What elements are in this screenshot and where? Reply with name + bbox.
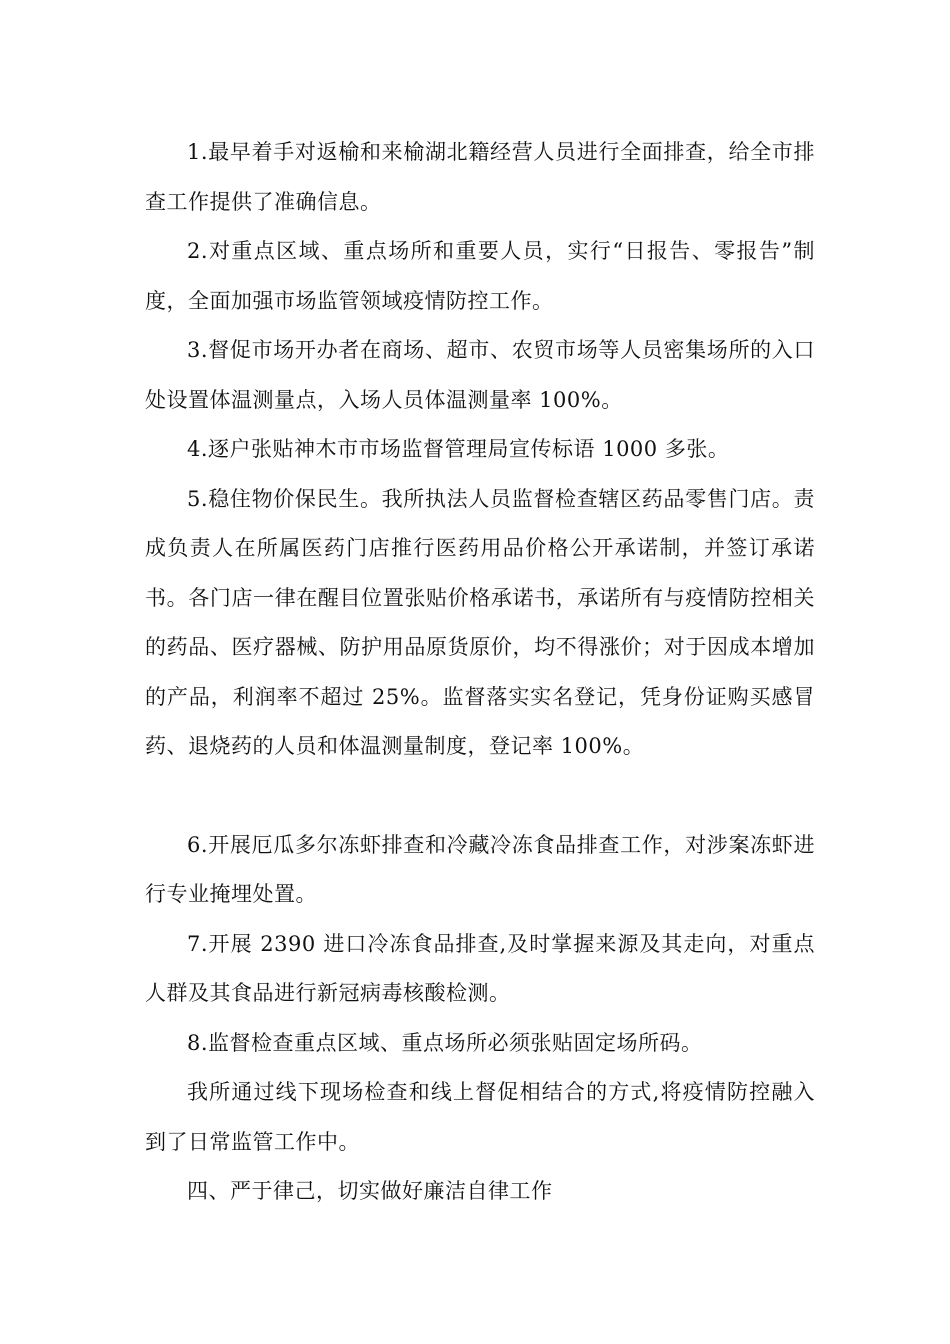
paragraph-summary: 我所通过线下现场检查和线上督促相结合的方式,将疫情防控融入到了日常监管工作中。 — [145, 1080, 815, 1154]
paragraph-item-5: 5.稳住物价保民生。我所执法人员监督检查辖区药品零售门店。责成负责人在所属医药门店推行医药用品价格公开承诺制，并签订承诺书。各门店一律在醒目位置张贴价格承诺书，承诺所有与疫情防控相关的药品、医疗器械、防护用品原货原价，均不得涨价；对于因成本增加的产品，利润率不超过 25%。监督落实实名登记，凭身份证购买感冒药、退烧药的人员和体温测量制度，登记率 100%。 — [145, 486, 815, 758]
paragraph-item-8: 8.监督检查重点区域、重点场所必须张贴固定场所码。 — [187, 1030, 703, 1055]
paragraph-item-2: 2.对重点区域、重点场所和重要人员，实行“日报告、零报告”制度，全面加强市场监管领域疫情防控工作。 — [145, 239, 815, 313]
section-heading-four: 四、严于律己，切实做好廉洁自律工作 — [187, 1179, 553, 1203]
paragraph-item-4: 4.逐户张贴神木市市场监督管理局宣传标语 1000 多张。 — [187, 437, 730, 461]
paragraph-spacer — [145, 772, 815, 821]
document-body — [145, 128, 815, 1217]
paragraph-item-1: 1.最早着手对返榆和来榆湖北籍经营人员进行全面排查，给全市排查工作提供了准确信息。 — [145, 140, 815, 214]
paragraph-item-7: 7.开展 2390 进口冷冻食品排查,及时掌握来源及其走向，对重点人群及其食品进行新冠病毒核酸检测。 — [145, 931, 815, 1005]
paragraph-item-3: 3.督促市场开办者在商场、超市、农贸市场等人员密集场所的入口处设置体温测量点，入场人员体温测量率 100%。 — [145, 338, 815, 412]
paragraph-item-6: 6.开展厄瓜多尔冻虾排查和冷藏冷冻食品排查工作，对涉案冻虾进行专业掩埋处置。 — [145, 832, 815, 906]
